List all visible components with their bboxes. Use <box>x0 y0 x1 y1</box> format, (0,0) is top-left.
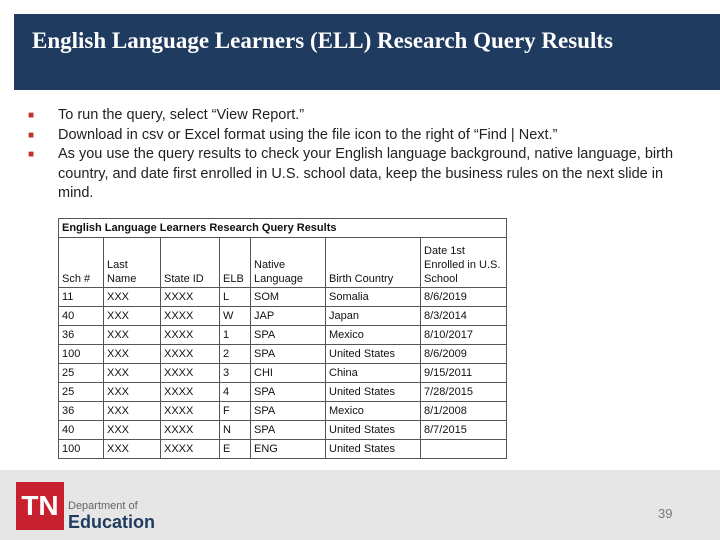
table-row <box>59 440 507 459</box>
table-cell: F <box>220 402 251 421</box>
table-caption: English Language Learners Research Query Results <box>59 219 507 238</box>
table-cell: XXX <box>104 402 161 421</box>
col-header-date-enrolled: Date 1st Enrolled in U.S. School <box>421 238 507 288</box>
table-cell: ENG <box>251 440 326 459</box>
table-cell: Japan <box>326 307 421 326</box>
page-number: 39 <box>658 506 673 521</box>
table-row <box>59 421 507 440</box>
col-header-last-name: Last Name <box>104 238 161 288</box>
table-cell: SPA <box>251 383 326 402</box>
table-cell: United States <box>326 440 421 459</box>
col-header-elb: ELB <box>220 238 251 288</box>
bullet-text: To run the query, select “View Report.” <box>58 107 305 123</box>
title-bar <box>14 14 720 90</box>
col-header-state-id: State ID <box>161 238 220 288</box>
table-cell: 3 <box>220 364 251 383</box>
table-cell: E <box>220 440 251 459</box>
table-cell: XXXX <box>161 383 220 402</box>
table-cell: Mexico <box>326 326 421 345</box>
table-row <box>59 288 507 307</box>
table-cell: XXXX <box>161 288 220 307</box>
table-cell: N <box>220 421 251 440</box>
bullet-item <box>28 145 678 204</box>
table-row <box>59 326 507 345</box>
table-cell: 25 <box>59 383 104 402</box>
table-row <box>59 364 507 383</box>
table-cell: XXXX <box>161 307 220 326</box>
table-cell: 8/3/2014 <box>421 307 507 326</box>
table-cell: XXX <box>104 383 161 402</box>
table-row <box>59 307 507 326</box>
table-row <box>59 383 507 402</box>
table-cell: XXX <box>104 345 161 364</box>
col-header-native-language: Native Language <box>251 238 326 288</box>
table-cell: SPA <box>251 421 326 440</box>
bullet-square-icon: ■ <box>28 129 35 141</box>
table-cell: 36 <box>59 326 104 345</box>
bullet-square-icon: ■ <box>28 110 35 121</box>
table-body <box>59 288 507 459</box>
table-cell: 8/7/2015 <box>421 421 507 440</box>
table-cell: XXX <box>104 288 161 307</box>
table-cell: United States <box>326 345 421 364</box>
bullet-text: As you use the query results to check your English language background, native language, birth country, and date first enrolled in U.S. school data, keep the business rules on the next slide in mind. <box>58 146 674 201</box>
table-cell: 8/6/2019 <box>421 288 507 307</box>
slide-title: English Language Learners (ELL) Research Query Results <box>32 28 613 53</box>
table-cell: 2 <box>220 345 251 364</box>
table-cell: XXX <box>104 421 161 440</box>
table-cell: SPA <box>251 326 326 345</box>
col-header-birth-country: Birth Country <box>326 238 421 288</box>
table-cell: 11 <box>59 288 104 307</box>
bullet-list <box>28 106 678 204</box>
table-cell: CHI <box>251 364 326 383</box>
table-cell: 100 <box>59 345 104 364</box>
table-cell: United States <box>326 383 421 402</box>
table-cell: 8/1/2008 <box>421 402 507 421</box>
table-row <box>59 345 507 364</box>
table-cell: XXXX <box>161 326 220 345</box>
table-cell: 36 <box>59 402 104 421</box>
table-cell: XXXX <box>161 364 220 383</box>
table-row <box>59 402 507 421</box>
table-cell: XXXX <box>161 402 220 421</box>
bullet-text: Download in csv or Excel format using the file icon to the right of “Find | Next.” <box>58 126 558 143</box>
table-cell: XXXX <box>161 421 220 440</box>
table-cell: 40 <box>59 421 104 440</box>
table-cell: SPA <box>251 345 326 364</box>
tn-logo: TN <box>16 482 64 530</box>
table-cell: Mexico <box>326 402 421 421</box>
table-cell <box>421 440 507 459</box>
table-cell: XXXX <box>161 440 220 459</box>
table-cell: JAP <box>251 307 326 326</box>
table-cell: XXXX <box>161 345 220 364</box>
table-cell: 100 <box>59 440 104 459</box>
table-cell: United States <box>326 421 421 440</box>
table-cell: 25 <box>59 364 104 383</box>
table-cell: China <box>326 364 421 383</box>
table-cell: 40 <box>59 307 104 326</box>
bullet-item <box>28 126 678 146</box>
table-cell: SOM <box>251 288 326 307</box>
table-cell: XXX <box>104 440 161 459</box>
table-cell: 7/28/2015 <box>421 383 507 402</box>
table-cell: 1 <box>220 326 251 345</box>
table-cell: XXX <box>104 307 161 326</box>
ell-results-table <box>58 218 507 459</box>
table-cell: XXX <box>104 326 161 345</box>
table-cell: Somalia <box>326 288 421 307</box>
table-cell: W <box>220 307 251 326</box>
table-cell: XXX <box>104 364 161 383</box>
table-cell: 4 <box>220 383 251 402</box>
table-cell: 9/15/2011 <box>421 364 507 383</box>
table-cell: 8/6/2009 <box>421 345 507 364</box>
table-cell: L <box>220 288 251 307</box>
dept-label: Department of <box>68 500 138 512</box>
table-cell: 8/10/2017 <box>421 326 507 345</box>
bullet-item <box>28 106 678 126</box>
dept-name: Education <box>68 512 156 532</box>
table-cell: SPA <box>251 402 326 421</box>
col-header-school: Sch # <box>59 238 104 288</box>
bullet-square-icon: ■ <box>28 149 35 160</box>
